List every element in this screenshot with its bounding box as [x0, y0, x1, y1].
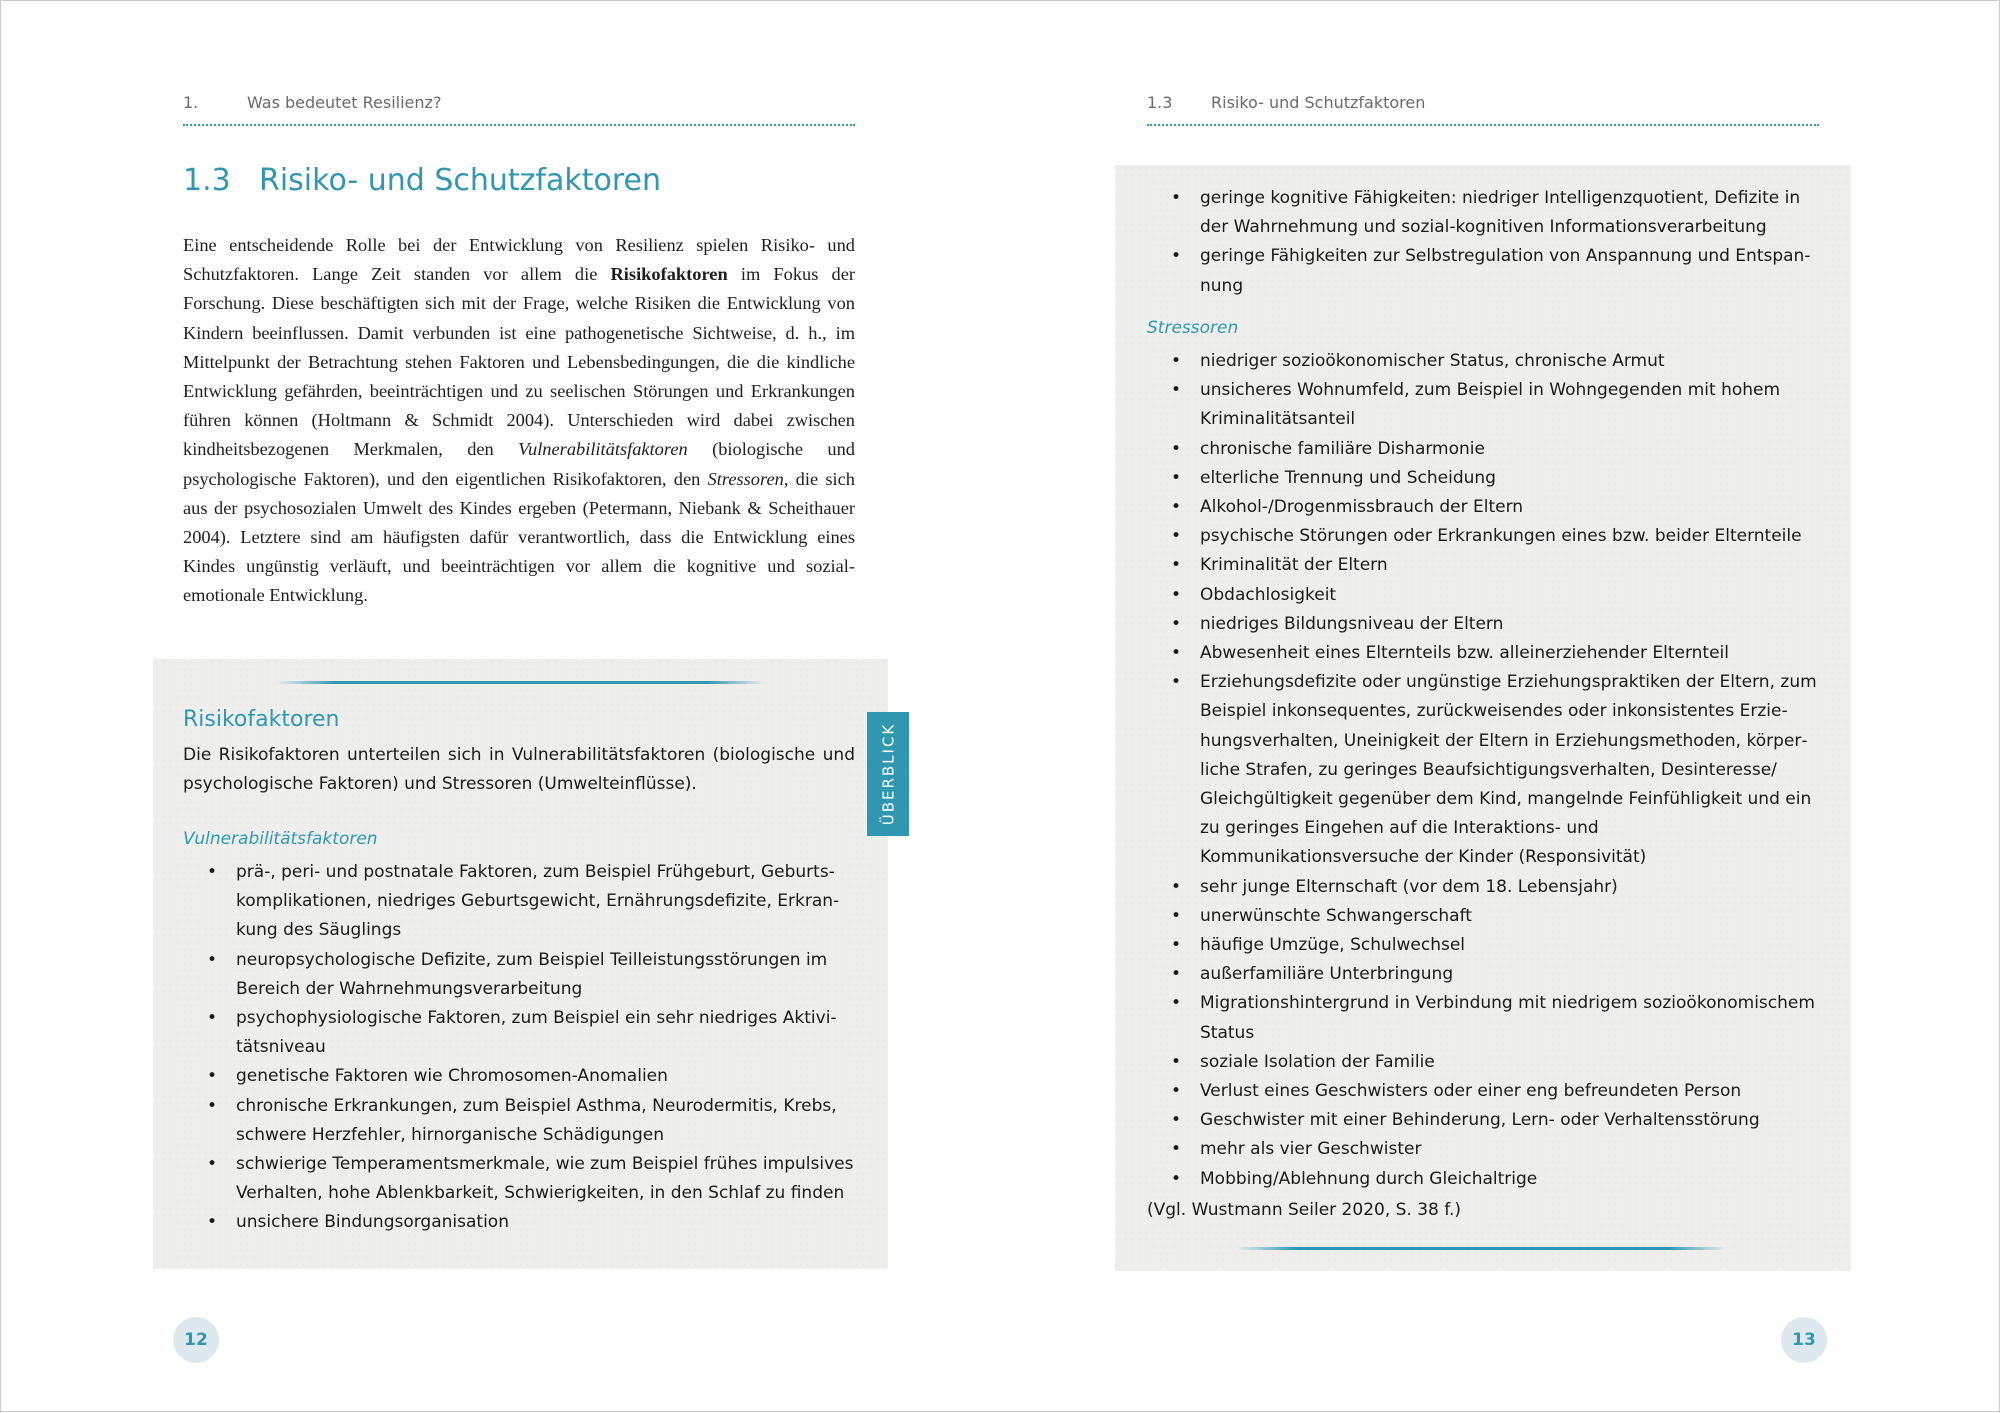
- list-item: [1147, 184, 1819, 242]
- list-item: [1147, 989, 1819, 1047]
- bullet-icon: •: [1171, 584, 1182, 605]
- list-item: [1147, 376, 1819, 434]
- bullet-icon: •: [207, 1008, 218, 1029]
- bullet-icon: •: [1171, 526, 1182, 547]
- list-item-text: sehr junge Elternschaft (vor dem 18. Lebensjahr): [1200, 876, 1618, 897]
- list-item-text: außerfamiliäre Unterbringung: [1200, 964, 1454, 985]
- vulnerability-list-continued: [1147, 184, 1819, 301]
- list-item: [1147, 242, 1819, 300]
- body-text-run: , die sich aus der psychosozialen Umwelt des Kindes ergeben (Petermann, Niebank & Scheithauer 2004). Letztere sind am häufigsten dafür verantwortlich, dass die Entwicklung eines Kindes ungünstig verläuft, und beeinträchtigen vor allem die kognitive und sozial-emotionale Entwicklung.: [183, 468, 855, 606]
- list-item-text: chronische familiäre Disharmonie: [1200, 438, 1485, 459]
- bullet-icon: •: [1171, 1110, 1182, 1131]
- bullet-icon: •: [1171, 246, 1182, 267]
- list-item-text: Mobbing/Ablehnung durch Gleichaltrige: [1200, 1168, 1538, 1189]
- bullet-icon: •: [1171, 1168, 1182, 1189]
- list-item: [1147, 464, 1819, 493]
- list-item-text: chronische Erkrankungen, zum Beispiel Asthma, Neurodermitis, Krebs, schwere Herzfehler, hirnorganische Schädigungen: [236, 1095, 837, 1145]
- list-item: [1147, 668, 1819, 872]
- list-item: [1147, 960, 1819, 989]
- bullet-icon: •: [1171, 380, 1182, 401]
- bullet-icon: •: [1171, 672, 1182, 693]
- list-item: [1147, 1135, 1819, 1164]
- list-item-text: Migrationshintergrund in Verbindung mit niedrigem sozioökonomischem Status: [1200, 993, 1815, 1043]
- bullet-icon: •: [1171, 497, 1182, 518]
- running-head: [183, 93, 855, 126]
- list-item-text: Alkohol-/Drogenmissbrauch der Eltern: [1200, 497, 1524, 518]
- running-head-number: 1.: [183, 93, 199, 112]
- list-item: [183, 1208, 855, 1237]
- bullet-icon: •: [207, 1212, 218, 1233]
- bullet-icon: •: [1171, 1051, 1182, 1072]
- bullet-icon: •: [207, 949, 218, 970]
- list-item-text: genetische Faktoren wie Chromosomen-Anomalien: [236, 1066, 668, 1087]
- list-item: [183, 858, 855, 946]
- vulnerability-list: [183, 858, 855, 1238]
- bullet-icon: •: [1171, 905, 1182, 926]
- list-item-text: mehr als vier Geschwister: [1200, 1139, 1422, 1160]
- body-text-run: im Fokus der Forschung. Diese beschäftigten sich mit der Frage, welche Risiken die Entwicklung von Kindern beeinflussen. Damit verbunden ist eine pathogenetische Sichtweise, d. h., im Mittelpunkt der Betrachtung stehen Faktoren und Lebensbedingungen, die die kindliche Entwicklung gefährden, beeinträchtigen und zu seelischen Störungen und Erkrankungen führen können (Holtmann & Schmidt 2004). Unterschieden wird dabei zwischen kindheitsbezogenen Merkmalen, den: [183, 264, 855, 460]
- list-item: [1147, 1165, 1819, 1194]
- list-item-text: niedriges Bildungsniveau der Eltern: [1200, 613, 1504, 634]
- list-item-text: häufige Umzüge, Schulwechsel: [1200, 935, 1466, 956]
- list-item: [1147, 639, 1819, 668]
- body-text-run: (biologische und psychologische Faktoren), und den eigentlichen Risikofaktoren, den: [183, 439, 855, 489]
- list-item: [1147, 493, 1819, 522]
- list-item-text: unerwünschte Schwangerschaft: [1200, 905, 1472, 926]
- bullet-icon: •: [1171, 613, 1182, 634]
- bullet-icon: •: [1171, 643, 1182, 664]
- body-paragraph: [183, 231, 855, 611]
- accent-line: [277, 681, 765, 684]
- accent-line: [1237, 1247, 1727, 1250]
- list-item-text: geringe kognitive Fähigkeiten: niedriger Intelligenzquotient, Defizite in der Wahrnehmung und sozial-kognitiven Informationsverarbeitung: [1200, 188, 1801, 238]
- list-item: [1147, 551, 1819, 580]
- bullet-icon: •: [1171, 555, 1182, 576]
- list-item-text: psychische Störungen oder Erkrankungen eines bzw. beider Elternteile: [1200, 526, 1802, 547]
- list-item-text: Kriminalität der Eltern: [1200, 555, 1388, 576]
- bullet-icon: •: [207, 1095, 218, 1116]
- right-page: [1001, 1, 2000, 1413]
- bullet-icon: •: [1171, 964, 1182, 985]
- stressor-list: [1147, 347, 1819, 1194]
- list-item-text: elterliche Trennung und Scheidung: [1200, 467, 1496, 488]
- list-item-text: Abwesenheit eines Elternteils bzw. alleinerziehender Elternteil: [1200, 643, 1729, 664]
- list-item-text: geringe Fähigkeiten zur Selbstregulation von Anspannung und Entspannung: [1200, 246, 1811, 296]
- section-heading: [183, 163, 661, 198]
- list-item-text: Geschwister mit einer Behinderung, Lern- oder Verhaltensstörung: [1200, 1110, 1760, 1131]
- section-number: 1.3: [183, 163, 231, 198]
- list-item-text: unsicheres Wohnumfeld, zum Beispiel in Wohngegenden mit hohem Kriminalitätsanteil: [1200, 380, 1781, 430]
- bullet-icon: •: [1171, 935, 1182, 956]
- page-number: 13: [1781, 1317, 1827, 1363]
- running-head-number: 1.3: [1147, 93, 1173, 112]
- list-item: [1147, 1077, 1819, 1106]
- subheading-stressors: Stressoren: [1147, 318, 1239, 338]
- list-item: [1147, 873, 1819, 902]
- bullet-icon: •: [207, 1154, 218, 1175]
- bullet-icon: •: [207, 862, 218, 882]
- list-item: [1147, 931, 1819, 960]
- bullet-icon: •: [1171, 351, 1182, 371]
- list-item-text: prä-, peri- und postnatale Faktoren, zum Beispiel Frühgeburt, Geburtskomplikationen, niedriges Geburtsgewicht, Ernährungsdefizite, Erkrankung des Säuglings: [236, 862, 840, 941]
- running-head: [1147, 93, 1819, 126]
- overview-tab: [867, 712, 909, 836]
- bullet-icon: •: [1171, 993, 1182, 1014]
- subheading-vulnerability: Vulnerabilitätsfaktoren: [183, 829, 378, 849]
- list-item: [1147, 902, 1819, 931]
- bullet-icon: •: [1171, 1139, 1182, 1160]
- list-item: [1147, 347, 1819, 376]
- list-item: [1147, 435, 1819, 464]
- list-item: [1147, 1106, 1819, 1135]
- body-text-run: Eine entscheidende Rolle bei der Entwicklung von Resilienz spielen Risiko- und Schutzfaktoren. Lange Zeit standen vor allem die: [183, 235, 855, 285]
- box-title: Risikofaktoren: [183, 707, 340, 732]
- bullet-icon: •: [1171, 1081, 1182, 1102]
- list-item: [183, 1092, 855, 1150]
- source-citation: (Vgl. Wustmann Seiler 2020, S. 38 f.): [1147, 1200, 1462, 1220]
- bullet-icon: •: [1171, 467, 1182, 488]
- list-item: [1147, 581, 1819, 610]
- body-bold-term: Risikofaktoren: [610, 264, 728, 285]
- list-item-text: Erziehungsdefizite oder ungünstige Erziehungspraktiken der Eltern, zum Beispiel inkonsequentes, zurückweisendes oder inkonsistentes Erziehungsverhalten, Uneinigkeit der Eltern in Erziehungsmethoden, körperliche Strafen, zu geringes Beaufsichtigungsverhalten, Desinteresse/ Gleichgültigkeit gegenüber dem Kind, mangelnde Feinfühligkeit und ein zu geringes Eingehen auf die Interaktions- und Kommunikationsversuche der Kinder (Responsivität): [1200, 672, 1817, 868]
- list-item-text: psychophysiologische Faktoren, zum Beispiel ein sehr niedriges Aktivitätsniveau: [236, 1008, 837, 1058]
- list-item: [1147, 1048, 1819, 1077]
- list-item: [1147, 610, 1819, 639]
- list-item: [183, 1150, 855, 1208]
- section-title: Risiko- und Schutzfaktoren: [259, 163, 661, 198]
- list-item-text: Obdachlosigkeit: [1200, 584, 1337, 605]
- list-item-text: Verlust eines Geschwisters oder einer eng befreundeten Person: [1200, 1081, 1742, 1102]
- list-item-text: neuropsychologische Defizite, zum Beispiel Teilleistungsstörungen im Bereich der Wahrnehmungsverarbeitung: [236, 949, 828, 999]
- list-item: [183, 1062, 855, 1091]
- overview-tab-label: ÜBERBLICK: [879, 722, 897, 826]
- bullet-icon: •: [1171, 438, 1182, 459]
- bullet-icon: •: [207, 1066, 218, 1087]
- list-item-text: soziale Isolation der Familie: [1200, 1051, 1435, 1072]
- box-intro: Die Risikofaktoren unterteilen sich in Vulnerabilitätsfaktoren (biologische und psychologische Faktoren) und Stressoren (Umwelteinflüsse).: [183, 745, 855, 794]
- list-item: [183, 946, 855, 1004]
- body-italic-term: Stressoren: [707, 468, 784, 489]
- list-item-text: unsichere Bindungsorganisation: [236, 1212, 509, 1233]
- list-item-text: schwierige Temperamentsmerkmale, wie zum Beispiel frühes impulsives Verhalten, hohe Ablenkbarkeit, Schwierigkeiten, in den Schlaf zu finden: [236, 1154, 854, 1204]
- left-page: [1, 1, 1001, 1413]
- page-number: 12: [173, 1317, 219, 1363]
- list-item: [1147, 522, 1819, 551]
- running-head-title: Was bedeutet Resilienz?: [247, 93, 442, 112]
- bullet-icon: •: [1171, 188, 1182, 208]
- bullet-icon: •: [1171, 876, 1182, 897]
- list-item-text: niedriger sozioökonomischer Status, chronische Armut: [1200, 351, 1665, 371]
- list-item: [183, 1004, 855, 1062]
- running-head-title: Risiko- und Schutzfaktoren: [1211, 93, 1426, 112]
- body-italic-term: Vulnerabilitätsfaktoren: [518, 439, 688, 460]
